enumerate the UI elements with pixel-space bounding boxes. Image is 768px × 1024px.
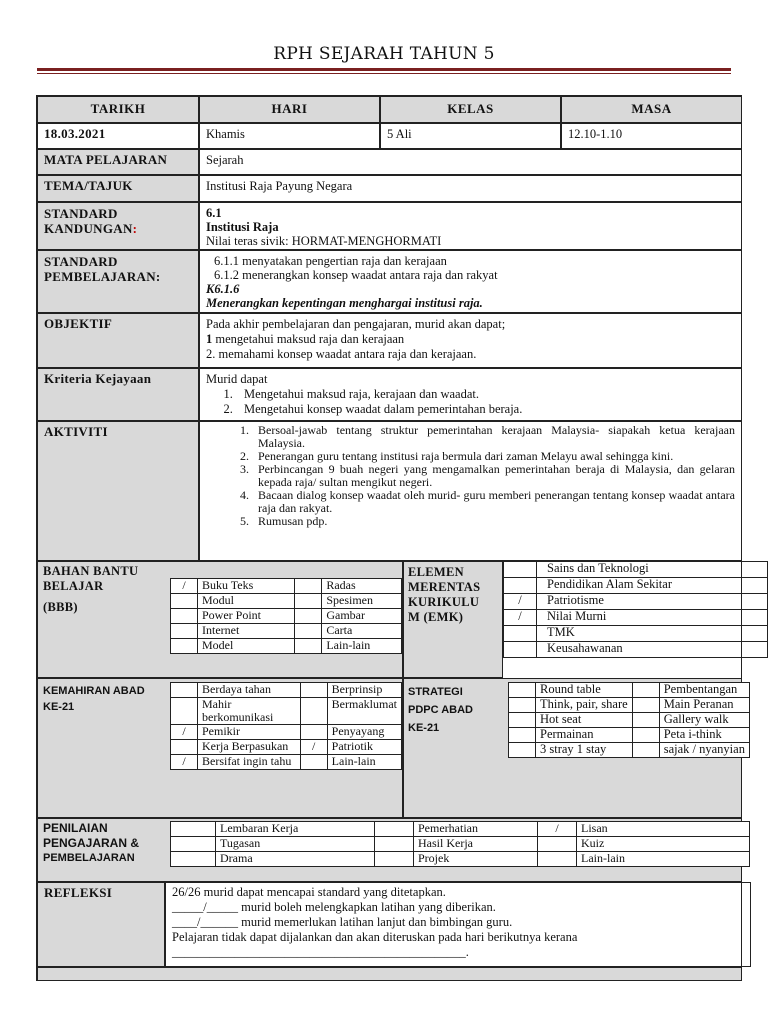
refleksi-line3: ____/______ murid memerlukan latihan lanjut dan bimbingan guru. xyxy=(172,915,513,929)
refleksi-line5: _______________________________________________. xyxy=(172,945,469,959)
sp-k-desc: Menerangkan kepentingan menghargai institusi raja. xyxy=(206,296,483,310)
emk-row xyxy=(504,642,768,658)
penilaian-label-line1: PENILAIAN xyxy=(43,821,108,835)
sp-k-code: K6.1.6 xyxy=(206,282,240,296)
checkbox-mark xyxy=(295,624,322,639)
checkbox-mark xyxy=(171,683,198,698)
option-label: Berdaya tahan xyxy=(198,683,301,698)
abad-label-line1: KEMAHIRAN ABAD xyxy=(43,685,145,697)
option-label: Berprinsip xyxy=(327,683,401,698)
tema-value: Institusi Raja Payung Negara xyxy=(199,175,742,202)
option-label: Keusahawanan xyxy=(537,642,768,658)
pdpc-label-line1: STRATEGI xyxy=(408,686,463,698)
abad-row xyxy=(171,725,402,740)
objektif-item-2: 2. memahami konsep waadat antara raja dan kerajaan. xyxy=(206,347,477,361)
checkbox-mark xyxy=(504,562,537,578)
bbb-row xyxy=(171,594,402,609)
refleksi-line4: Pelajaran tidak dapat dijalankan dan akan diteruskan pada hari berikutnya kerana xyxy=(172,930,578,944)
checkbox-mark xyxy=(171,624,198,639)
checkbox-mark: / xyxy=(300,740,327,755)
option-label: Lain-lain xyxy=(577,852,750,867)
standard-kandungan-label xyxy=(37,202,199,250)
checkbox-mark xyxy=(538,837,577,852)
header-masa: MASA xyxy=(561,96,742,123)
penilaian-row xyxy=(171,852,750,867)
option-label: Think, pair, share xyxy=(536,698,633,713)
checkbox-mark xyxy=(300,698,327,725)
pdpc-row xyxy=(509,728,750,743)
bbb-row xyxy=(171,579,402,594)
option-label: Sains dan Teknologi xyxy=(537,562,768,578)
bbb-label-line1: BAHAN BANTU xyxy=(43,564,139,578)
header-kelas: KELAS xyxy=(380,96,561,123)
checkbox-mark xyxy=(171,852,216,867)
emk-label-line4: M (EMK) xyxy=(408,610,464,624)
hari-value: Khamis xyxy=(199,123,380,149)
option-label: Drama xyxy=(216,852,375,867)
option-label: Patriotisme xyxy=(537,594,768,610)
footer-strip xyxy=(37,967,742,981)
aktiviti-item: 4. Bacaan dialog konsep waadat oleh murid- guru memberi penerangan tentang konsep waadat antara raja dan rakyat. xyxy=(252,489,735,515)
kriteria-intro: Murid dapat xyxy=(206,372,268,386)
option-label: Lain-lain xyxy=(322,639,402,654)
checkbox-mark xyxy=(171,609,198,624)
pdpc-row xyxy=(509,713,750,728)
kriteria-value xyxy=(199,368,742,421)
emk-row xyxy=(504,626,768,642)
checkbox-mark xyxy=(504,578,537,594)
standard-pembelajaran-value xyxy=(199,250,742,313)
emk-label-line2: MERENTAS xyxy=(408,580,481,594)
bbb-table xyxy=(170,578,402,654)
checkbox-mark: / xyxy=(504,594,537,610)
aktiviti-value xyxy=(199,421,742,561)
sk-code: 6.1 xyxy=(206,206,222,220)
checkbox-mark: / xyxy=(171,755,198,770)
checkbox-mark xyxy=(375,837,414,852)
checkbox-mark xyxy=(295,594,322,609)
checkbox-mark xyxy=(509,683,536,698)
option-label: Projek xyxy=(414,852,538,867)
kriteria-item: 2. Mengetahui konsep waadat dalam pemerintahan beraja. xyxy=(236,402,741,417)
pdpc-row xyxy=(509,743,750,758)
bbb-row xyxy=(171,624,402,639)
aktiviti-list xyxy=(230,424,735,528)
checkbox-mark xyxy=(504,642,537,658)
abad-table xyxy=(170,682,402,770)
checkbox-mark xyxy=(300,725,327,740)
option-label: Gambar xyxy=(322,609,402,624)
checkbox-mark: / xyxy=(504,610,537,626)
option-label: Peta i-think xyxy=(659,728,749,743)
emk-table xyxy=(503,561,768,658)
option-label: Kerja Berpasukan xyxy=(198,740,301,755)
option-label: Round table xyxy=(536,683,633,698)
checkbox-mark xyxy=(171,740,198,755)
kriteria-label: Kriteria Kejayaan xyxy=(37,368,199,421)
checkbox-mark xyxy=(300,755,327,770)
kriteria-list xyxy=(206,387,741,417)
penilaian-label-line2: PENGAJARAN & xyxy=(43,836,140,850)
emk-label-cell xyxy=(403,561,503,678)
checkbox-mark xyxy=(538,852,577,867)
option-label: sajak / nyanyian xyxy=(659,743,749,758)
bbb-label-line3: (BBB) xyxy=(43,600,78,614)
refleksi-line2: _____/_____ murid boleh melengkapkan latihan yang diberikan. xyxy=(172,900,496,914)
sp-line2: 6.1.2 menerangkan konsep waadat antara raja dan rakyat xyxy=(214,268,498,282)
checkbox-mark: / xyxy=(538,822,577,837)
checkbox-mark xyxy=(171,822,216,837)
bbb-row xyxy=(171,639,402,654)
checkbox-mark xyxy=(509,698,536,713)
aktiviti-item: 3. Perbincangan 9 buah negeri yang mengamalkan pemerintahan beraja di Malaysia, dan gelaran kepada raja/ sultan mengikut negeri. xyxy=(252,463,735,489)
refleksi-label: REFLEKSI xyxy=(37,882,165,967)
option-label: Main Peranan xyxy=(659,698,749,713)
abad-label-line2: KE-21 xyxy=(43,701,75,713)
checkbox-mark xyxy=(295,579,322,594)
option-label: Patriotik xyxy=(327,740,401,755)
checkbox-mark xyxy=(632,683,659,698)
option-label: Model xyxy=(198,639,295,654)
emk-row xyxy=(504,578,768,594)
option-label: Hot seat xyxy=(536,713,633,728)
penilaian-label xyxy=(43,821,139,866)
sk-label-colon: : xyxy=(132,221,138,236)
objektif-label: OBJEKTIF xyxy=(37,313,199,368)
option-label: Penyayang xyxy=(327,725,401,740)
checkbox-mark xyxy=(509,713,536,728)
emk-label-line3: KURIKULU xyxy=(408,595,480,609)
emk-row xyxy=(504,594,768,610)
checkbox-mark: / xyxy=(171,579,198,594)
option-label: Permainan xyxy=(536,728,633,743)
option-label: Modul xyxy=(198,594,295,609)
option-label: Hasil Kerja xyxy=(414,837,538,852)
pdpc-label-line2: PDPC ABAD xyxy=(408,704,473,716)
option-label: Bermaklumat xyxy=(327,698,401,725)
tema-label: TEMA/TAJUK xyxy=(37,175,199,202)
checkbox-mark xyxy=(509,743,536,758)
option-label: Nilai Murni xyxy=(537,610,768,626)
penilaian-label-line3: PEMBELAJARAN xyxy=(43,852,135,864)
checkbox-mark xyxy=(295,609,322,624)
pdpc-table xyxy=(508,682,750,758)
mata-pelajaran-label: MATA PELAJARAN xyxy=(37,149,199,175)
abad-label xyxy=(43,683,145,715)
aktiviti-item: 1. Bersoal-jawab tentang struktur pemerintahan kerajaan Malaysia- siapakah ketua kerajaan Malaysia. xyxy=(252,424,735,450)
option-label: Internet xyxy=(198,624,295,639)
option-label: 3 stray 1 stay xyxy=(536,743,633,758)
refleksi-line1: 26/26 murid dapat mencapai standard yang ditetapkan. xyxy=(172,885,446,899)
abad-row xyxy=(171,755,402,770)
penilaian-row xyxy=(171,822,750,837)
option-label: Lembaran Kerja xyxy=(216,822,375,837)
sk-name: Institusi Raja xyxy=(206,220,279,234)
pdpc-label-line3: KE-21 xyxy=(408,722,440,734)
option-label: Pembentangan xyxy=(659,683,749,698)
aktiviti-item: 5. Rumusan pdp. xyxy=(252,515,735,528)
aktiviti-item: 2. Penerangan guru tentang institusi raja bermula dari zaman Melayu awal sehingga kini. xyxy=(252,450,735,463)
standard-kandungan-value xyxy=(199,202,742,250)
option-label: Pemerhatian xyxy=(414,822,538,837)
option-label: Radas xyxy=(322,579,402,594)
masa-value: 12.10-1.10 xyxy=(561,123,742,149)
sk-label-line1: STANDARD xyxy=(44,206,118,221)
checkbox-mark xyxy=(171,698,198,725)
abad-row xyxy=(171,683,402,698)
refleksi-value xyxy=(165,882,751,967)
tarikh-value: 18.03.2021 xyxy=(37,123,199,149)
sp-label-line1: STANDARD xyxy=(44,254,118,269)
emk-row xyxy=(504,562,768,578)
checkbox-mark xyxy=(632,728,659,743)
kelas-value: 5 Ali xyxy=(380,123,561,149)
page-title: RPH SEJARAH TAHUN 5 xyxy=(273,44,495,64)
penilaian-row xyxy=(171,837,750,852)
option-label: Spesimen xyxy=(322,594,402,609)
pdpc-label xyxy=(408,683,473,737)
checkbox-mark: / xyxy=(171,725,198,740)
bbb-label xyxy=(37,561,168,615)
objektif-item-1: mengetahui maksud raja dan kerajaan xyxy=(212,332,405,346)
emk-row xyxy=(504,610,768,626)
abad-row xyxy=(171,698,402,725)
title-rule-thin xyxy=(37,73,731,74)
title-rule xyxy=(37,68,731,71)
sp-label-line2: PEMBELAJARAN: xyxy=(44,269,161,284)
emk-label-line1: ELEMEN xyxy=(408,565,464,579)
option-label: Lain-lain xyxy=(327,755,401,770)
checkbox-mark xyxy=(632,743,659,758)
checkbox-mark xyxy=(171,837,216,852)
checkbox-mark xyxy=(509,728,536,743)
checkbox-mark xyxy=(171,594,198,609)
checkbox-mark xyxy=(632,713,659,728)
sk-label-line2: KANDUNGAN xyxy=(44,221,133,236)
option-label: Pemikir xyxy=(198,725,301,740)
option-label: Buku Teks xyxy=(198,579,295,594)
aktiviti-label: AKTIVITI xyxy=(37,421,199,561)
checkbox-mark xyxy=(171,639,198,654)
objektif-number-1: 1 xyxy=(206,332,213,346)
sp-line1: 6.1.1 menyatakan pengertian raja dan kerajaan xyxy=(214,254,447,268)
header-hari: HARI xyxy=(199,96,380,123)
checkbox-mark xyxy=(300,683,327,698)
option-label: Lisan xyxy=(577,822,750,837)
option-label: Mahir berkomunikasi xyxy=(198,698,301,725)
option-label: Power Point xyxy=(198,609,295,624)
pdpc-row xyxy=(509,698,750,713)
kriteria-item: 1. Mengetahui maksud raja, kerajaan dan waadat. xyxy=(236,387,741,402)
standard-pembelajaran-label xyxy=(37,250,199,313)
option-label: Gallery walk xyxy=(659,713,749,728)
abad-row xyxy=(171,740,402,755)
mata-pelajaran-value: Sejarah xyxy=(199,149,742,175)
checkbox-mark xyxy=(632,698,659,713)
checkbox-mark xyxy=(375,852,414,867)
checkbox-mark xyxy=(504,626,537,642)
option-label: Kuiz xyxy=(577,837,750,852)
option-label: TMK xyxy=(537,626,768,642)
objektif-intro: Pada akhir pembelajaran dan pengajaran, murid akan dapat; xyxy=(206,317,506,331)
option-label: Carta xyxy=(322,624,402,639)
header-tarikh: TARIKH xyxy=(37,96,199,123)
pdpc-row xyxy=(509,683,750,698)
option-label: Tugasan xyxy=(216,837,375,852)
option-label: Pendidikan Alam Sekitar xyxy=(537,578,768,594)
objektif-value xyxy=(199,313,742,368)
sk-nilai: Nilai teras sivik: HORMAT-MENGHORMATI xyxy=(206,234,442,248)
bbb-row xyxy=(171,609,402,624)
penilaian-table xyxy=(170,821,750,867)
bbb-label-line2: BELAJAR xyxy=(43,579,104,593)
checkbox-mark xyxy=(295,639,322,654)
option-label: Bersifat ingin tahu xyxy=(198,755,301,770)
checkbox-mark xyxy=(375,822,414,837)
